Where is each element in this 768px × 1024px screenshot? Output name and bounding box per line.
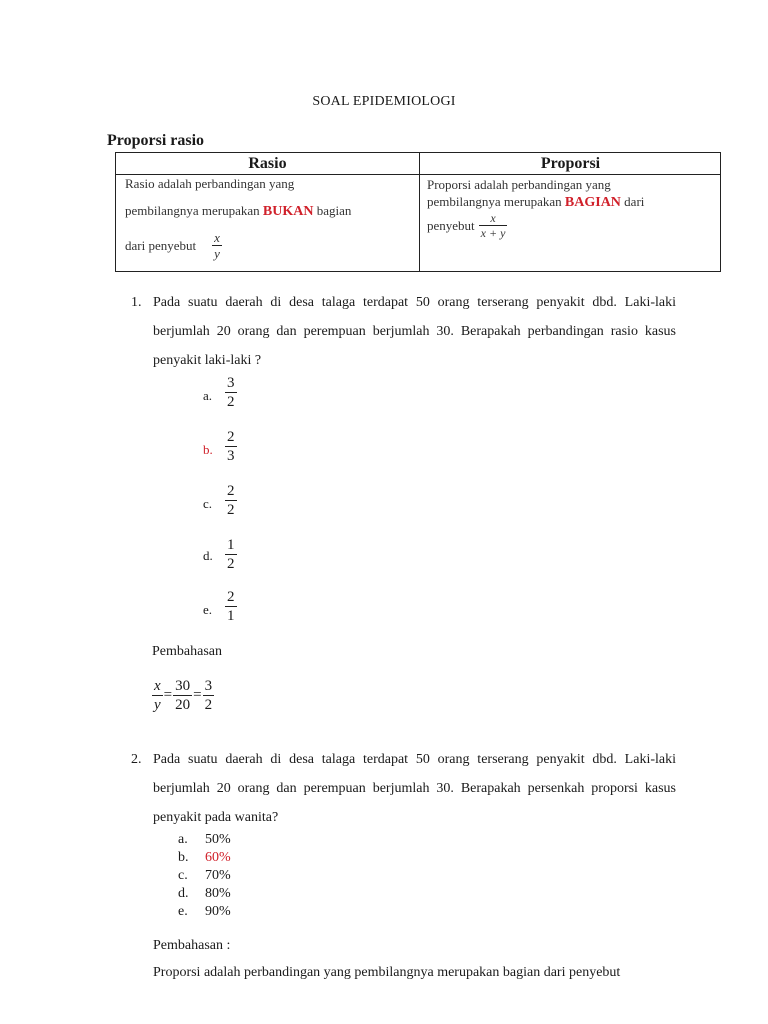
rasio-line-3 — [125, 231, 222, 262]
option-label: b. — [203, 442, 213, 457]
question-2-option-c[interactable] — [178, 867, 231, 885]
question-1-pembahasan-label: Pembahasan — [152, 644, 222, 659]
section-title: Proporsi rasio — [107, 132, 205, 149]
question-1-solution — [152, 678, 214, 713]
table-header-proporsi: Proporsi — [540, 155, 601, 172]
option-label: e. — [203, 602, 213, 617]
proporsi-fraction-denominator: x + y — [480, 226, 506, 241]
option-numerator: 2 — [227, 483, 235, 499]
option-label: a. — [203, 388, 213, 403]
option-value: 50% — [205, 832, 231, 847]
option-numerator: 2 — [227, 429, 235, 445]
option-fraction — [225, 483, 237, 518]
proporsi-fraction-numerator: x — [490, 211, 496, 225]
option-value: 80% — [205, 886, 231, 901]
option-denominator: 1 — [227, 607, 235, 624]
option-label: c. — [203, 496, 213, 511]
proporsi-line-2 — [427, 194, 644, 211]
rasio-highlight: BUKAN — [262, 204, 314, 219]
rasio-fraction-numerator: x — [214, 230, 220, 245]
document-title: SOAL EPIDEMIOLOGI — [312, 94, 456, 109]
question-2-option-d[interactable] — [178, 885, 231, 903]
question-2-number: 2. — [131, 752, 142, 767]
solution-fraction-3-2 — [203, 678, 215, 713]
table-header-rasio: Rasio — [248, 155, 287, 172]
question-2-options — [178, 831, 231, 921]
option-fraction — [225, 589, 237, 624]
rasio-line-2-tail: bagian — [313, 203, 352, 218]
option-fraction — [225, 375, 237, 410]
equals-sign: = — [193, 687, 202, 703]
option-numerator: 2 — [227, 589, 235, 605]
option-fraction — [225, 429, 237, 464]
proporsi-fraction — [479, 212, 508, 240]
option-label: e. — [178, 904, 188, 919]
rasio-line-2 — [125, 203, 351, 220]
option-label: d. — [203, 548, 213, 563]
solution-numerator-2: 30 — [175, 678, 191, 694]
option-denominator: 3 — [227, 447, 235, 464]
question-2-pembahasan-label: Pembahasan : — [153, 938, 231, 953]
question-1-number: 1. — [131, 295, 142, 310]
option-value: 70% — [205, 868, 231, 883]
proporsi-highlight: BAGIAN — [564, 195, 621, 210]
question-1-text: Pada suatu daerah di desa talaga terdapat 50 orang terserang penyakit dbd. Laki-laki berjumlah 20 orang dan perempuan berjumlah 30. Berapakah perbandingan rasio kasus penyakit laki-laki ? — [153, 295, 676, 368]
option-label: b. — [178, 850, 189, 865]
option-fraction — [225, 537, 237, 572]
solution-numerator-3: 3 — [204, 678, 213, 694]
rasio-line-3-text: dari penyebut — [125, 238, 197, 254]
solution-numerator-1: x — [154, 678, 161, 694]
solution-denominator-1: y — [154, 696, 161, 713]
table-divider-horizontal — [116, 174, 720, 175]
proporsi-line-3-text: penyebut — [427, 218, 475, 234]
proporsi-line-3 — [427, 212, 507, 240]
question-2-option-b[interactable] — [178, 849, 231, 867]
proporsi-line-2-tail: dari — [620, 194, 645, 209]
option-value: 90% — [205, 904, 231, 919]
rasio-fraction-denominator: y — [214, 246, 220, 262]
option-numerator: 3 — [227, 375, 235, 391]
proporsi-line-2-text: pembilangnya merupakan — [427, 194, 565, 209]
solution-denominator-3: 2 — [204, 696, 213, 713]
solution-denominator-2: 20 — [175, 696, 191, 713]
option-denominator: 2 — [227, 501, 235, 518]
rasio-line-2-text: pembilangnya merupakan — [125, 203, 263, 218]
option-numerator: 1 — [227, 537, 235, 553]
option-label: c. — [178, 868, 188, 883]
proporsi-line-1: Proporsi adalah perbandingan yang — [427, 177, 611, 192]
option-denominator: 2 — [227, 393, 235, 410]
option-denominator: 2 — [227, 555, 235, 572]
solution-fraction-xy — [152, 678, 163, 713]
option-value: 60% — [205, 850, 231, 865]
equals-sign: = — [163, 687, 173, 703]
question-2-option-a[interactable] — [178, 831, 231, 849]
option-label: a. — [178, 832, 188, 847]
rasio-line-1: Rasio adalah perbandingan yang — [125, 176, 295, 191]
solution-fraction-30-20 — [173, 678, 192, 713]
question-2-text: Pada suatu daerah di desa talaga terdapat 50 orang terserang penyakit dbd. Laki-laki berjumlah 20 orang dan perempuan berjumlah 30. Berapakah persenkah proporsi kasus penyakit pada wanita? — [153, 752, 676, 825]
option-label: d. — [178, 886, 189, 901]
question-2-option-e[interactable] — [178, 903, 231, 921]
definition-table — [115, 152, 721, 272]
question-2-explanation: Proporsi adalah perbandingan yang pembilangnya merupakan bagian dari penyebut — [153, 965, 621, 980]
rasio-fraction — [212, 231, 222, 262]
